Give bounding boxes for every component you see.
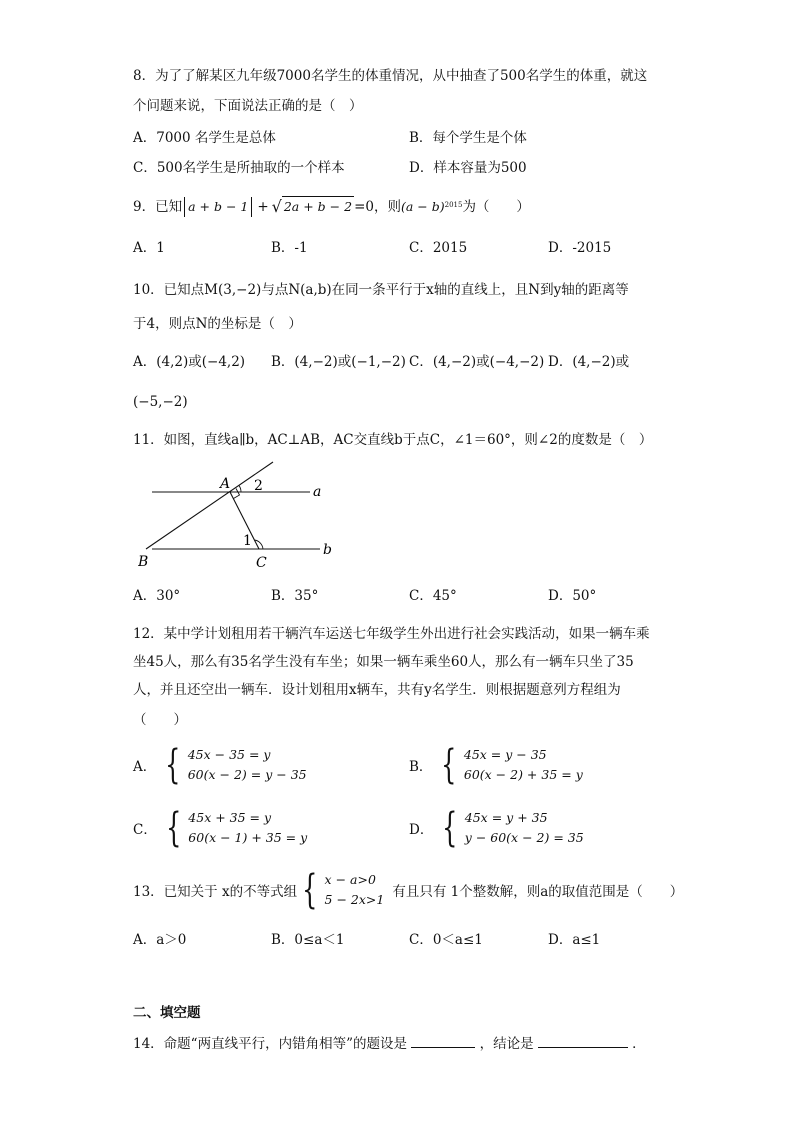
label-point-c: C [256,555,267,571]
q12-option-d-label: D． [409,822,434,838]
q12-option-d-eq2: y − 60(x − 2) = 35 [464,830,584,845]
q14-blank-conclusion[interactable] [538,1047,628,1048]
q12-option-c-eq1: 45x + 35 = y [188,810,272,825]
q8-option-b: B．每个学生是个体 [409,130,527,146]
q13-inequality-2: 5 − 2x>1 [324,892,385,907]
brace-icon: { [441,742,457,788]
label-line-b: b [323,542,332,558]
q11-option-c: C．45° [409,588,457,604]
sqrt-icon: √ [271,196,282,216]
q12-stem-line3: 人，并且还空出一辆车．设计划租用x辆车，共有y名学生．则根据题意列方程组为 [133,682,621,698]
label-line-a: a [313,484,322,500]
q8-stem-line1: 8．为了了解某区九年级7000名学生的体重情况，从中抽查了500名学生的体重，就这 [133,68,648,84]
q9-option-c: C．2015 [409,240,468,256]
q12-option-b [409,742,583,788]
q12-stem-line2: 坐45人，那么有35名学生没有车坐；如果一辆车乘坐60人，那么有一辆车只坐了35 [133,654,634,670]
q12-option-a-label: A． [133,759,157,775]
label-angle-2: 2 [254,478,263,494]
brace-icon: { [442,805,458,851]
q13-option-b: B．0≤a＜1 [271,932,345,948]
q9-plus: + [257,198,269,215]
q12-stem-line1: 12．某中学计划租用若干辆汽车运送七年级学生外出进行社会实践活动，如果一辆车乘 [133,626,650,642]
brace-icon: { [165,805,182,851]
q13-option-c: C．0＜a≤1 [409,932,483,948]
q13-stem-suffix: 有且只有 1个整数解，则a的取值范围是（ ） [392,884,684,900]
q10-option-b: B．(4,−2)或(−1,−2) [271,354,406,370]
q12-option-b-eq2: 60(x − 2) + 35 = y [463,767,583,782]
q14-suffix: ． [632,1036,646,1052]
q11-option-a: A．30° [133,588,181,604]
q9-abs-expression: a + b − 1 [184,197,252,217]
q8-option-c: C．500名学生是所抽取的一个样本 [133,160,345,176]
q13-option-d: D．a≤1 [548,932,601,948]
q12-option-b-label: B． [409,759,433,775]
q8-option-a: A．7000 名学生是总体 [133,130,276,146]
q9-option-d: D．-2015 [548,240,612,256]
q11-stem: 11．如图，直线a∥b，AC⊥AB，AC交直线b于点C，∠1＝60°，则∠2的度数是（ ） [133,432,653,448]
brace-icon: { [165,742,181,788]
q10-option-d: D．(4,−2)或 [548,354,630,370]
q12-option-c-eq2: 60(x − 1) + 35 = y [188,830,308,845]
q11-figure [138,458,358,573]
q9-power-base: (a − b) [400,198,445,214]
q9-option-b: B．-1 [271,240,308,256]
label-point-a: A [220,476,231,492]
q14-prefix: 14．命题“两直线平行，内错角相等”的题设是 [133,1036,407,1052]
line-ba [146,462,273,549]
q10-option-c: C．(4,−2)或(−4,−2) [409,354,545,370]
q12-option-b-eq1: 45x = y − 35 [463,747,547,762]
q11-option-d: D．50° [548,588,597,604]
q11-option-b: B．35° [271,588,319,604]
q10-stem-line2: 于4，则点N的坐标是（ ） [133,316,302,332]
q12-option-d [409,805,584,851]
q12-option-a [133,742,307,788]
q12-stem-line4: （ ） [133,712,187,728]
q14-blank-premise[interactable] [411,1047,475,1048]
right-angle-marker [234,489,240,499]
q9-stem-suffix: 为（ ） [462,198,530,215]
q9-power-exponent: 2015 [444,200,463,209]
q8-stem-line2: 个问题来说，下面说法正确的是（ ） [133,98,363,114]
brace-icon: { [302,867,318,913]
q9-stem-mid: =0，则 [354,198,401,215]
q8-option-d: D．样本容量为500 [409,160,527,176]
q13-stem [133,867,684,913]
q10-option-d-continued: (−5,−2) [133,394,188,410]
q9-stem-prefix: 9．已知 [133,198,183,215]
q9-sqrt-expression: 2a + b − 2 [282,196,354,217]
q12-option-a-eq1: 45x − 35 = y [187,747,271,762]
q9-stem [133,196,530,217]
q12-option-d-eq1: 45x = y + 35 [464,810,548,825]
angle-2-arc [239,486,241,493]
q13-inequality-1: x − a>0 [324,872,376,887]
q9-option-a: A．1 [133,240,165,256]
q12-option-a-eq2: 60(x − 2) = y − 35 [187,767,307,782]
q12-option-c [133,805,308,851]
q10-stem-line1: 10．已知点M(3,−2)与点N(a,b)在同一条平行于x轴的直线上，且N到y轴的距离等 [133,282,629,298]
section-title-fill-in: 二、填空题 [133,1005,201,1021]
q14-mid: ，结论是 [479,1036,534,1052]
q14-stem [133,1034,646,1054]
q13-option-a: A．a＞0 [133,932,187,948]
q13-stem-prefix: 13．已知关于 x的不等式组 [133,884,298,900]
label-angle-1: 1 [243,533,252,549]
label-point-b: B [138,554,149,570]
q10-option-a: A．(4,2)或(−4,2) [133,354,246,370]
q12-option-c-label: C． [133,822,157,838]
